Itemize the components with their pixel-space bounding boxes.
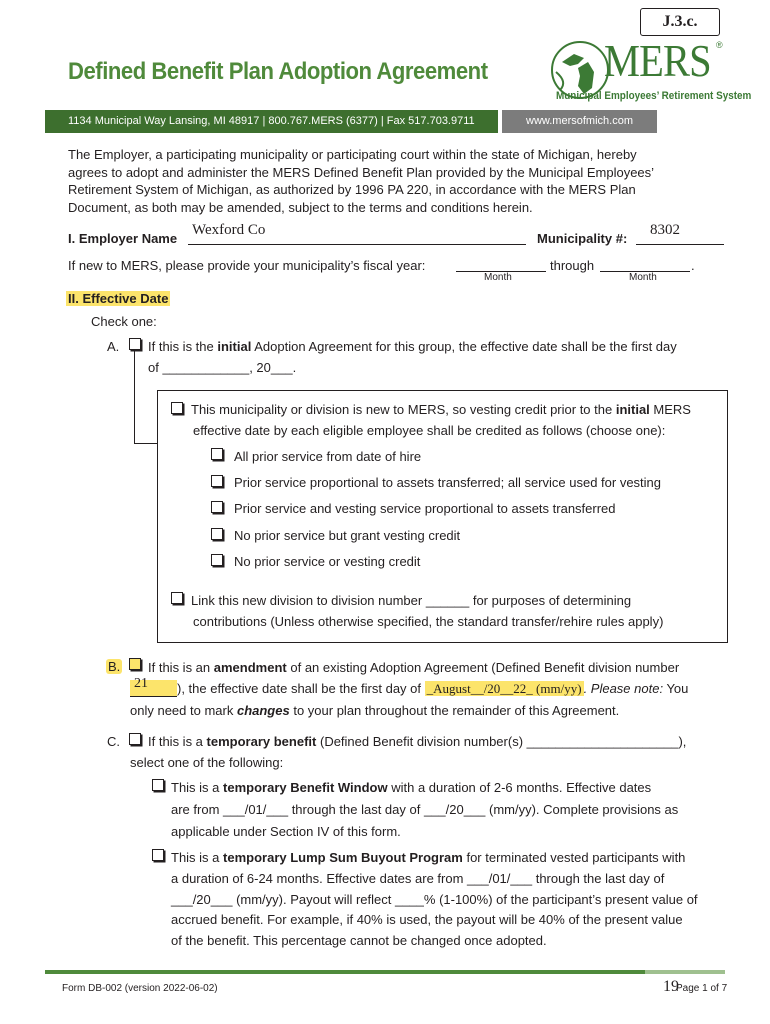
registered-mark: ® [716,40,723,50]
option-b-line3 [130,703,619,718]
intro-line: agrees to adopt and administer the MERS Defined Benefit Plan provided by the Municipal Employees’ [68,164,655,180]
footer-rule [45,970,645,974]
contact-bar-website[interactable]: www.mersofmich.com [502,110,657,133]
option-b-line2-text: ), the effective date shall be the first day of [177,681,422,696]
logo-wordmark: MERS [604,35,711,86]
changes-emphasis: changes [236,703,290,718]
lump-sum-text [171,850,685,865]
new-to-mers-pre: This municipality or division is new to MERS, so vesting credit prior to the [191,402,613,417]
employer-name-label: I. Employer Name [68,231,178,246]
new-to-mers-line2: effective date by each eligible employee shall be credited as follows (choose one): [193,423,666,438]
period-text: . [691,258,695,273]
option-c-line2: select one of the following: [130,755,284,770]
lump-sum-line2: a duration of 6-24 months. Effective dates are from ___/01/___ through the last day of [171,871,665,886]
benefit-window-text [171,780,651,795]
option-a-checkbox[interactable] [129,338,141,350]
option-b-text [148,660,679,675]
connector-horizontal [134,443,158,444]
option-a-text [148,339,677,354]
footer-rule-accent [645,970,725,974]
page-title: Defined Benefit Plan Adoption Agreement [68,58,488,85]
benefit-window-line2: are from ___/01/___ through the last day of ___/20___ (mm/yy). Complete provisions as [171,802,679,817]
month-caption: Month [629,272,657,283]
connector-vertical [134,350,135,444]
logo-subtitle: Municipal Employees’ Retirement System [556,90,752,102]
lump-sum-checkbox[interactable] [152,849,164,861]
option-a-post: Adoption Agreement for this group, the effective date shall be the first day [254,339,677,354]
new-to-mers-checkbox[interactable] [171,402,183,414]
benefit-window-bold: temporary Benefit Window [223,780,388,795]
link-division-line2: contributions (Unless otherwise specified, the standard transfer/rehire rules apply) [193,614,664,629]
link-division-checkbox[interactable] [171,592,183,604]
option-b-checkbox[interactable] [129,658,141,670]
check-one-text: Check one: [91,314,157,329]
municipality-underline [636,244,724,245]
link-division-text: Link this new division to division number ______ for purposes of determining [191,593,632,608]
page-number: Page 1 of 7 [676,983,728,994]
form-id-box: J.3.c. [640,8,720,36]
contact-bar-address: 1134 Municipal Way Lansing, MI 48917 | 800.767.MERS (6377) | Fax 517.703.9711 [45,110,498,133]
prior-service-option-checkbox[interactable] [211,475,223,487]
option-c-post: (Defined Benefit division number(s) _____________________), [319,734,687,749]
prior-service-option-label: No prior service but grant vesting credit [234,528,461,543]
option-a-pre: If this is the [148,339,214,354]
lump-sum-line4: accrued benefit. For example, if 40% is used, the payout will be 40% of the present value [171,912,683,927]
option-a-letter: A. [107,339,120,354]
lump-sum-pre: This is a [171,850,220,865]
benefit-window-post: with a duration of 2-6 months. Effective dates [391,780,652,795]
prior-service-option-checkbox[interactable] [211,501,223,513]
prior-service-option-label: All prior service from date of hire [234,449,422,464]
prior-service-option-label: Prior service proportional to assets transferred; all service used for vesting [234,475,662,490]
option-b-line2 [177,681,688,697]
option-b-post: of an existing Adoption Agreement (Defined Benefit division number [290,660,680,675]
employer-name-underline [188,244,526,245]
lump-sum-post: for terminated vested participants with [466,850,686,865]
fiscal-year-label: If new to MERS, please provide your municipality’s fiscal year: [68,258,426,273]
option-b-pre: If this is an [148,660,211,675]
prior-service-option-checkbox[interactable] [211,528,223,540]
please-note-label: . Please note: [583,681,664,696]
handwritten-page-stamp: 19 [663,978,679,995]
division-number-value: 21 [134,676,148,691]
lump-sum-bold: temporary Lump Sum Buyout Program [223,850,463,865]
municipality-label: Municipality #: [537,231,628,246]
month-caption: Month [484,272,512,283]
lump-sum-line5: of the benefit. This percentage cannot be changed once adopted. [171,933,547,948]
option-c-letter: C. [107,734,120,749]
benefit-window-line3: applicable under Section IV of this form. [171,824,401,839]
new-to-mers-text [191,402,691,417]
intro-paragraph [68,146,708,216]
option-b-note-end: You [666,681,689,696]
prior-service-option-checkbox[interactable] [211,554,223,566]
form-version: Form DB-002 (version 2022-06-02) [62,983,218,994]
option-b-letter: B. [108,659,121,674]
option-c-pre: If this is a [148,734,203,749]
new-to-mers-post: MERS [653,402,691,417]
prior-service-option-label: Prior service and vesting service proportional to assets transferred [234,501,616,516]
prior-service-option-label: No prior service or vesting credit [234,554,421,569]
new-to-mers-bold: initial [615,402,650,417]
employer-name-field[interactable]: Wexford Co [192,222,266,238]
option-c-checkbox[interactable] [129,733,141,745]
prior-service-option-checkbox[interactable] [211,448,223,460]
effective-month-field[interactable]: _August__/20__22_ (mm/yy) [426,681,582,696]
option-a-bold: initial [217,339,252,354]
option-b-bold: amendment [213,660,287,675]
option-c-text [148,734,686,749]
section-effective-date-heading: II. Effective Date [68,291,169,306]
intro-line: Retirement System of Michigan, as authorized by 1996 PA 220, in accordance with the MERS Plan [68,182,636,197]
benefit-window-pre: This is a [171,780,220,795]
benefit-window-checkbox[interactable] [152,779,164,791]
option-b-line3-b: to your plan throughout the remainder of this Agreement. [293,703,620,718]
intro-line: The Employer, a participating municipality or participating court within the state of Michigan, hereby [68,147,637,162]
option-b-line3-a: only need to mark [130,703,234,718]
option-c-bold: temporary benefit [206,734,317,749]
municipality-number-field[interactable]: 8302 [650,222,680,238]
intro-line: Document, as both may be amended, subject to the terms and conditions herein. [68,199,533,215]
option-a-date-line[interactable]: of ____________, 20___. [148,360,297,375]
through-text: through [550,258,595,273]
lump-sum-line3: ___/20___ (mm/yy). Payout will reflect ____% (1-100%) of the participant’s present value of [171,892,698,907]
